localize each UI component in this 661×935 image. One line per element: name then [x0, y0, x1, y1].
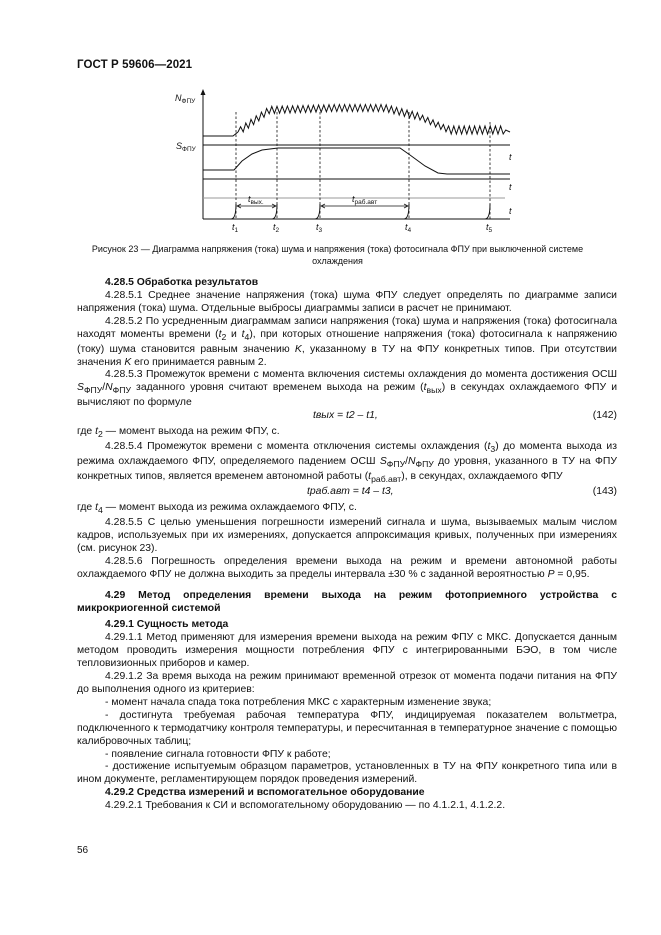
s-axis-label: $S_{ФПУ}$	[176, 141, 196, 153]
para-4-28-5-1: 4.28.5.1 Среднее значение напряжения (тока) шума ФПУ следует определять по диаграмме записи напряжения (тока) шума. Отдельные выбросы диаграммы записи в расчет не принимают.	[77, 289, 617, 314]
para-4-28-5-5: 4.28.5.5 С целью уменьшения погрешности измерений сигнала и шума, вызываемых малым числом кадров, используемых при их измерениях, допускается аппроксимация кривых, полученных при измерениях (см. рисунок 23).	[77, 517, 617, 554]
para-4-28-5-2: 4.28.5.2 По усредненным диаграммам записи напряжения (тока) шума и напряжения (тока) фотосигнала находят моменты времени ($t_2$ и $t_4$), при которых отношение напряжения (тока) фотосигнала к напряжению (току) шума становится равным значению K, указанному в ТУ на ФПУ конкретных типов. При отсутствии значения K его принимается равным 2.	[77, 315, 617, 368]
bullet-4: - достижение испытуемым образцом параметров, установленных в ТУ на ФПУ конкретного типа или в ином документе, регламентирующем порядок проведения измерений.	[77, 761, 617, 786]
t-vyh-label: $t_{вых.}$	[248, 194, 264, 206]
section-4-29-2-title: 4.29.2 Средства измерений и вспомогательное оборудование	[105, 787, 425, 799]
tick-t4: $t_4$	[405, 222, 412, 234]
formula-142: tвых = t2 – t1, (142)	[313, 410, 617, 422]
where-143: где $t_4$ — момент выхода из режима охлаждаемого ФПУ, с.	[77, 502, 357, 516]
tick-t3: $t_3$	[316, 222, 323, 234]
where-142: где $t_2$ — момент выхода на режим ФПУ, с.	[77, 426, 280, 440]
bullet-2: - достигнута требуемая рабочая температура ФПУ, индицируемая показателем вольтметра, подключенного к термодатчику контроля температуры, и пересчитанная в температурное значение с помощью калибровочных таблиц;	[77, 709, 617, 747]
bullet-1: - момент начала спада тока потребления МКС с характерным изменение звука;	[105, 696, 492, 708]
tick-t1: $t_1$	[232, 222, 239, 234]
body-text	[77, 277, 617, 813]
figure-caption: Рисунок 23 — Диаграмма напряжения (тока) шума и напряжения (тока) фотосигнала ФПУ при выключенной системе охлаждения	[91, 244, 584, 266]
section-4-28-5-title: 4.28.5 Обработка результатов	[105, 277, 259, 288]
formula-143: tраб.авт = t4 – t3, (143)	[307, 486, 617, 498]
tick-t5: $t_5$	[486, 222, 493, 234]
para-4-29-1-1: 4.29.1.1 Метод применяют для измерения времени выхода на режим ФПУ с МКС. Допускается данным методом проводить измерения мощности потребления ФПУ с интегрированными БЭО, в том числе тепловизионных приборов и камер.	[77, 632, 617, 670]
document-header: ГОСТ Р 59606—2021	[77, 59, 193, 71]
para-4-28-5-3: 4.28.5.3 Промежуток времени с момента включения системы охлаждения до момента достижения ОСШ $S_{ФПУ}/N_{ФПУ}$ заданного уровня считают временем выхода на режим $(t_{вых})$ в секундах охлаждаемого ФПУ и вычисляют по формуле	[77, 369, 618, 409]
n-axis-label: $N_{ФПУ}$	[175, 93, 196, 105]
para-4-28-5-4: 4.28.5.4 Промежуток времени с момента отключения системы охлаждения $(t_3)$ до момента выхода из режима охлаждаемого ФПУ, определяемого падением ОСШ $S_{ФПУ}/N_{ФПУ}$ до уровня, указанного в ТУ на ФПУ конкретных типов, является временем автономной работы $(t_{раб.авт})$, в секундах, охлаждаемого ФПУ	[77, 441, 617, 485]
noise-curve	[238, 105, 510, 135]
t-label-3: t	[509, 206, 512, 216]
section-4-29-1-title: 4.29.1 Сущность метода	[105, 619, 229, 631]
noise-baseline-left	[203, 132, 238, 136]
section-4-29-title: 4.29 Метод определения времени выхода на режим фотоприемного устройства с микрокриогенной системой	[77, 589, 617, 614]
page-number: 56	[77, 845, 89, 856]
bullet-3: - появление сигнала готовности ФПУ к работе;	[105, 748, 331, 760]
timing-diagram	[0, 0, 661, 240]
tick-t2: $t_2$	[273, 222, 280, 234]
t-rab-label: $t_{раб.авт}$	[352, 194, 378, 206]
para-4-29-1-2: 4.29.1.2 За время выхода на режим принимают временной отрезок от момента подачи питания на ФПУ до выполнения одного из критериев:	[77, 671, 617, 696]
axis-arrows	[201, 89, 206, 95]
t-label-2: t	[509, 182, 512, 192]
signal-curve	[203, 148, 510, 174]
para-4-29-2-1: 4.29.2.1 Требования к СИ и вспомогательному оборудованию — по 4.1.2.1, 4.1.2.2.	[105, 800, 506, 812]
t-label-1: t	[509, 152, 512, 162]
para-4-28-5-6: 4.28.5.6 Погрешность определения времени выхода на режим и времени автономной работы охлаждаемого ФПУ не должна выходить за пределы интервала ±30 % с заданной вероятностью P = 0,95.	[77, 555, 617, 580]
